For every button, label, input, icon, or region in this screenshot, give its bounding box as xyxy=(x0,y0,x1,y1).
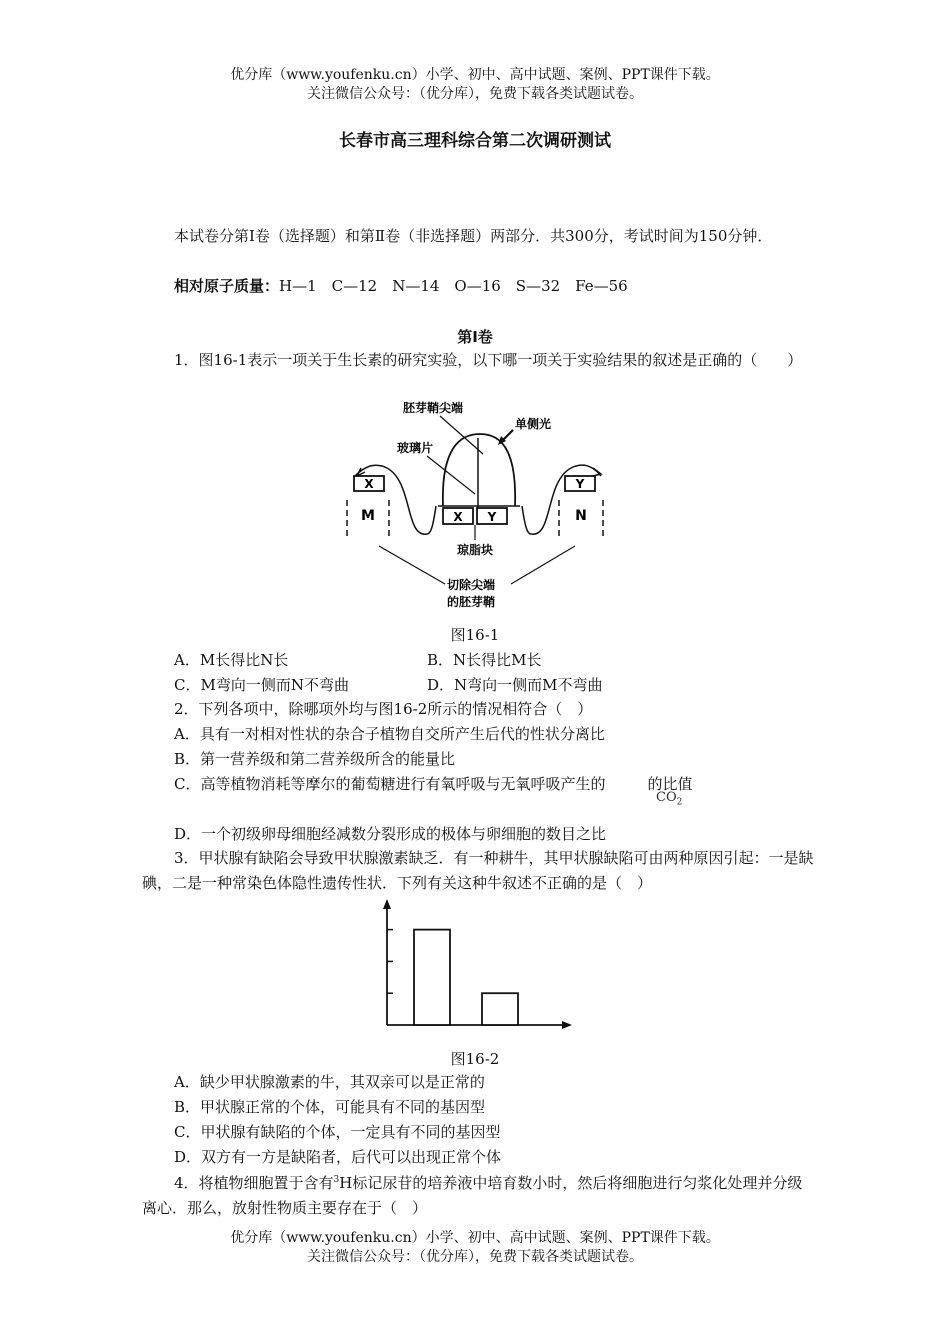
intro-paragraph: 本试卷分第Ⅰ卷（选择题）和第Ⅱ卷（非选择题）两部分．共300分，考试时间为150分钟． xyxy=(174,227,773,245)
m-label: M xyxy=(361,508,375,524)
glass-label: 玻璃片 xyxy=(397,441,434,455)
m-x-label: X xyxy=(364,477,374,491)
q2-option-c-tail: 的比值 xyxy=(647,775,693,793)
q2-option-c-text: C．高等植物消耗等摩尔的葡萄糖进行有氧呼吸与无氧呼吸产生的 xyxy=(174,775,606,793)
bar-1 xyxy=(414,930,450,1025)
y-axis-arrow-icon xyxy=(383,899,391,909)
atomic-mass-values: H—1 C—12 N—14 O—16 S—32 Fe—56 xyxy=(279,277,628,295)
cut-label-line1: 切除尖端 xyxy=(447,578,496,592)
header-line-2: 关注微信公众号：（优分库），免费下载各类试题试卷。 xyxy=(307,86,643,102)
q1-option-b: B．N长得比M长 xyxy=(427,651,542,669)
q4-stem xyxy=(142,1168,814,1221)
atomic-mass-line xyxy=(142,274,814,299)
isotope-symbol: H xyxy=(339,1174,353,1192)
q2-option-c xyxy=(174,774,693,794)
center-stalk-left xyxy=(427,506,436,534)
q1-option-d: D．N弯向一侧而M不弯曲 xyxy=(427,676,603,694)
footer-line-1: 优分库（www.youfenku.cn）小学、初中、高中试题、案例、PPT课件下载。 xyxy=(230,1230,720,1246)
glass-pointer xyxy=(427,456,475,494)
n-label: N xyxy=(575,508,587,524)
page-title: 长春市高三理科综合第二次调研测试 xyxy=(339,131,611,151)
q3-option-b: B．甲状腺正常的个体，可能具有不同的基因型 xyxy=(174,1098,486,1116)
co2-subscript: 2 xyxy=(676,797,683,808)
n-y-label: Y xyxy=(575,477,585,491)
co2-formula xyxy=(656,790,682,808)
q3-option-d: D．双方有一方是缺陷者，后代可以出现正常个体 xyxy=(174,1148,502,1166)
cut-label-line2: 的胚芽鞘 xyxy=(447,595,496,609)
footer-line-2: 关注微信公众号：（优分库），免费下载各类试题试卷。 xyxy=(307,1249,643,1265)
q4-stem-b: 标记尿苷的培养液中培育数小时，然后将细胞进行匀浆化处理并分级离心．那么，放射性物质主要存在于（ ） xyxy=(142,1174,803,1217)
tip-label: 胚芽鞘尖端 xyxy=(403,401,464,415)
q2-option-a: A．具有一对相对性状的杂合子植物自交所产生后代的性状分离比 xyxy=(174,725,605,743)
q3-option-a: A．缺少甲状腺激素的牛，其双亲可以是正常的 xyxy=(174,1073,485,1091)
bar-2 xyxy=(482,993,518,1025)
q1-option-c: C．M弯向一侧而N不弯曲 xyxy=(174,676,349,694)
center-x-label: X xyxy=(453,510,463,524)
agar-label: 琼脂块 xyxy=(457,543,494,557)
figure-16-1-caption: 图16-1 xyxy=(450,626,500,644)
q4-stem-a: 4．将植物细胞置于含有 xyxy=(174,1174,334,1192)
co2-text: CO xyxy=(656,790,677,805)
center-stalk-right xyxy=(522,506,531,534)
cut-pointer-left xyxy=(379,546,445,584)
q2-option-b: B．第一营养级和第二营养级所含的能量比 xyxy=(174,750,456,768)
light-label: 单侧光 xyxy=(515,417,552,431)
atomic-mass-label: 相对原子质量： xyxy=(174,277,280,295)
coleoptile-tip-outline xyxy=(443,434,515,506)
figure-16-2-caption: 图16-2 xyxy=(450,1050,500,1068)
figure-16-2-chart xyxy=(370,895,580,1035)
q2-stem: 2．下列各项中，除哪项外均与图16-2所示的情况相符合（ ） xyxy=(174,700,593,718)
section-title: 第Ⅰ卷 xyxy=(457,328,493,346)
q1-stem: 1．图16-1表示一项关于生长素的研究实验，以下哪一项关于实验结果的叙述是正确的（ ） xyxy=(174,351,803,369)
x-axis-arrow-icon xyxy=(562,1021,572,1029)
header-line-1: 优分库（www.youfenku.cn）小学、初中、高中试题、案例、PPT课件下载。 xyxy=(230,67,720,83)
q3-option-c: C．甲状腺有缺陷的个体，一定具有不同的基因型 xyxy=(174,1123,501,1141)
figure-16-1 xyxy=(335,396,625,611)
center-y-label: Y xyxy=(487,510,497,524)
q2-option-d: D．一个初级卵母细胞经减数分裂形成的极体与卵细胞的数目之比 xyxy=(174,825,607,843)
isotope-mass: 3 xyxy=(333,1175,340,1185)
cut-pointer-right xyxy=(511,546,575,584)
q1-option-a: A．M长得比N长 xyxy=(174,651,289,669)
q3-stem: 3．甲状腺有缺陷会导致甲状腺激素缺乏．有一种耕牛，其甲状腺缺陷可由两种原因引起：一是缺碘，二是一种常染色体隐性遗传性状．下列有关这种牛叙述不正确的是（ ） xyxy=(142,849,814,892)
